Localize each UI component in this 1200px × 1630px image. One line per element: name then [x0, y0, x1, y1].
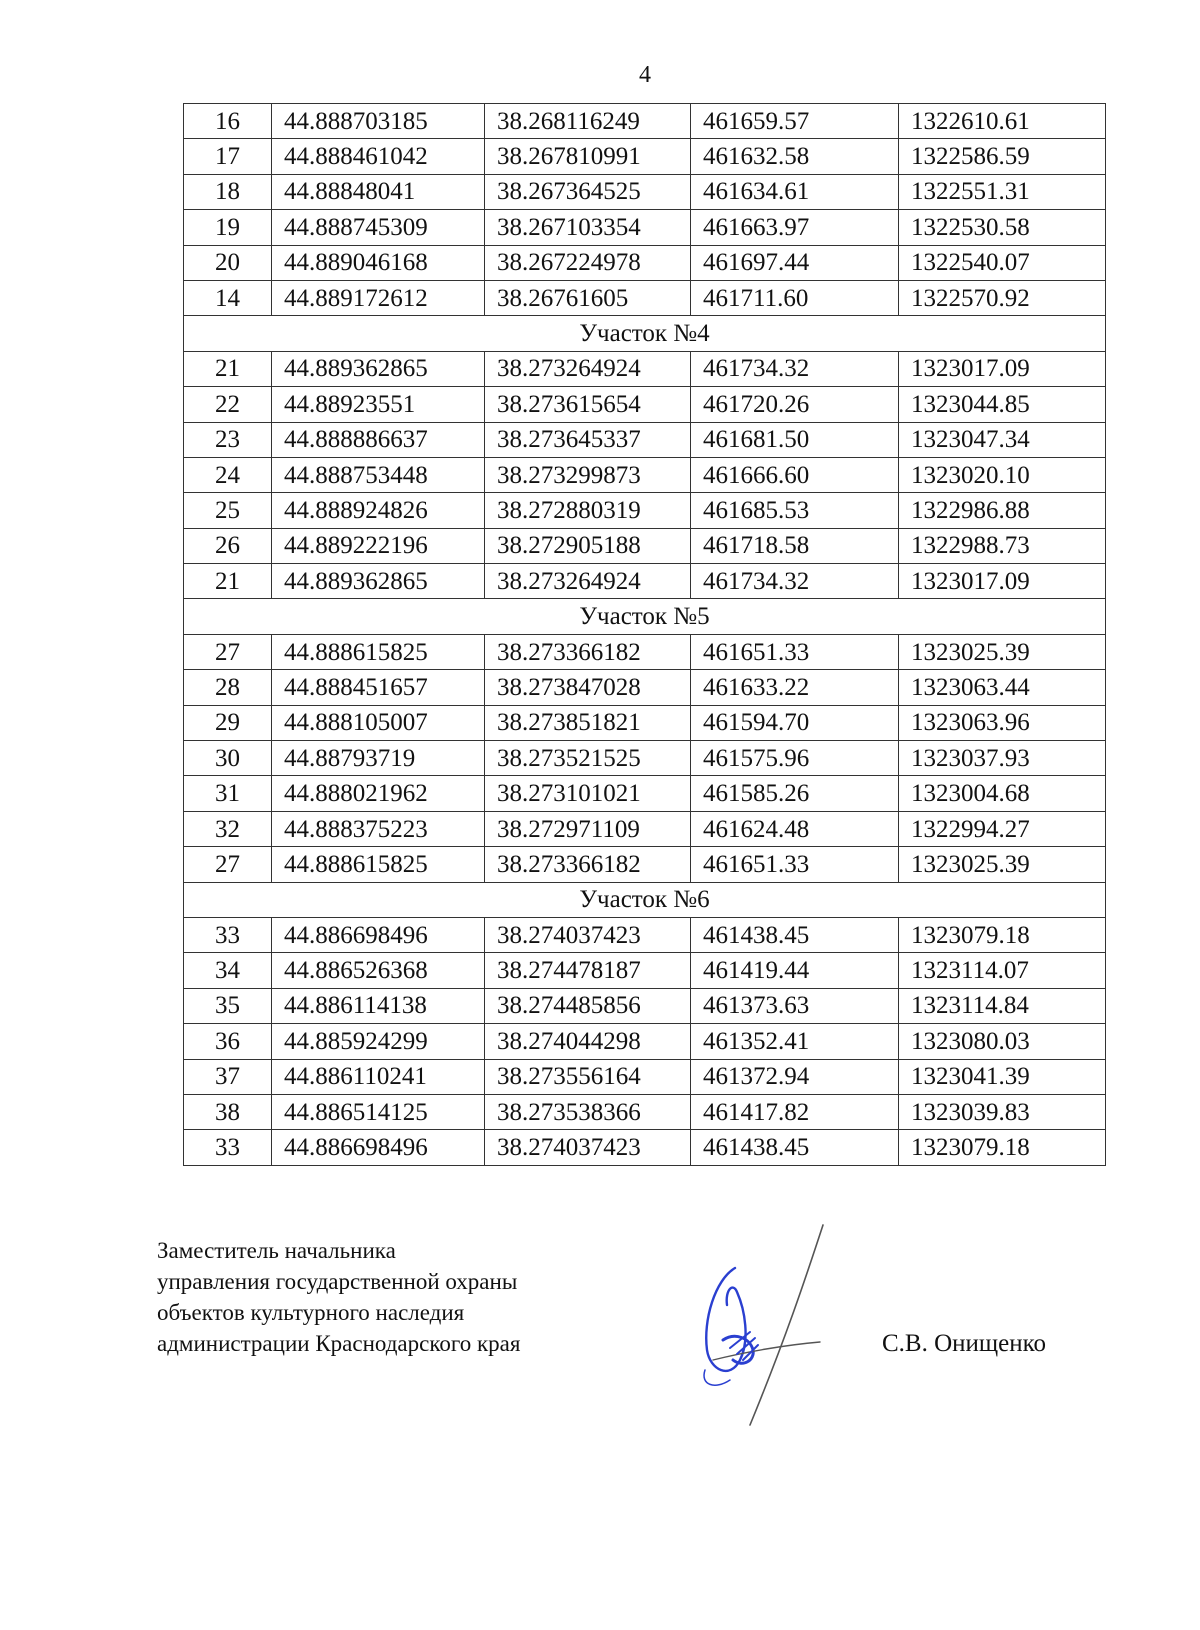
table-row — [184, 245, 1106, 280]
longitude-cell: 38.26761605 — [485, 280, 691, 315]
y-coordinate-cell: 1322610.61 — [899, 104, 1106, 139]
longitude-cell: 38.272971109 — [485, 811, 691, 846]
point-number-cell: 26 — [184, 528, 272, 563]
handwritten-signature — [695, 1220, 835, 1430]
point-number-cell: 36 — [184, 1024, 272, 1059]
longitude-cell: 38.274478187 — [485, 953, 691, 988]
longitude-cell: 38.273556164 — [485, 1059, 691, 1094]
point-number-cell: 32 — [184, 811, 272, 846]
point-number-cell: 35 — [184, 988, 272, 1023]
y-coordinate-cell: 1323037.93 — [899, 741, 1106, 776]
longitude-cell: 38.273366182 — [485, 634, 691, 669]
latitude-cell: 44.889046168 — [272, 245, 485, 280]
table-row — [184, 210, 1106, 245]
y-coordinate-cell: 1323114.84 — [899, 988, 1106, 1023]
x-coordinate-cell: 461663.97 — [691, 210, 899, 245]
y-coordinate-cell: 1322540.07 — [899, 245, 1106, 280]
table-row — [184, 741, 1106, 776]
x-coordinate-cell: 461419.44 — [691, 953, 899, 988]
y-coordinate-cell: 1323025.39 — [899, 634, 1106, 669]
y-coordinate-cell: 1322994.27 — [899, 811, 1106, 846]
longitude-cell: 38.272905188 — [485, 528, 691, 563]
latitude-cell: 44.88848041 — [272, 174, 485, 209]
table-row — [184, 811, 1106, 846]
table-row — [184, 1059, 1106, 1094]
latitude-cell: 44.889362865 — [272, 351, 485, 386]
point-number-cell: 16 — [184, 104, 272, 139]
y-coordinate-cell: 1323114.07 — [899, 953, 1106, 988]
table-row — [184, 139, 1106, 174]
y-coordinate-cell: 1323044.85 — [899, 387, 1106, 422]
x-coordinate-cell: 461734.32 — [691, 564, 899, 599]
y-coordinate-cell: 1323041.39 — [899, 1059, 1106, 1094]
table-row — [184, 670, 1106, 705]
latitude-cell: 44.889222196 — [272, 528, 485, 563]
latitude-cell: 44.888924826 — [272, 493, 485, 528]
table-row — [184, 917, 1106, 952]
table-row — [184, 1130, 1106, 1165]
table-row — [184, 564, 1106, 599]
point-number-cell: 25 — [184, 493, 272, 528]
point-number-cell: 33 — [184, 917, 272, 952]
signatory-title-line: администрации Краснодарского края — [157, 1331, 521, 1356]
table-row — [184, 493, 1106, 528]
latitude-cell: 44.886698496 — [272, 1130, 485, 1165]
table-row — [184, 351, 1106, 386]
x-coordinate-cell: 461720.26 — [691, 387, 899, 422]
x-coordinate-cell: 461594.70 — [691, 705, 899, 740]
point-number-cell: 27 — [184, 634, 272, 669]
x-coordinate-cell: 461373.63 — [691, 988, 899, 1023]
x-coordinate-cell: 461632.58 — [691, 139, 899, 174]
y-coordinate-cell: 1323079.18 — [899, 917, 1106, 952]
point-number-cell: 29 — [184, 705, 272, 740]
longitude-cell: 38.273538366 — [485, 1094, 691, 1129]
point-number-cell: 21 — [184, 351, 272, 386]
x-coordinate-cell: 461585.26 — [691, 776, 899, 811]
point-number-cell: 28 — [184, 670, 272, 705]
longitude-cell: 38.267103354 — [485, 210, 691, 245]
y-coordinate-cell: 1322986.88 — [899, 493, 1106, 528]
x-coordinate-cell: 461651.33 — [691, 634, 899, 669]
point-number-cell: 21 — [184, 564, 272, 599]
y-coordinate-cell: 1323025.39 — [899, 847, 1106, 882]
longitude-cell: 38.273847028 — [485, 670, 691, 705]
longitude-cell: 38.274037423 — [485, 1130, 691, 1165]
latitude-cell: 44.888745309 — [272, 210, 485, 245]
longitude-cell: 38.274044298 — [485, 1024, 691, 1059]
point-number-cell: 14 — [184, 280, 272, 315]
table-row — [184, 104, 1106, 139]
section-title: Участок №5 — [184, 599, 1106, 634]
table-row — [184, 1094, 1106, 1129]
y-coordinate-cell: 1322530.58 — [899, 210, 1106, 245]
point-number-cell: 37 — [184, 1059, 272, 1094]
table-row — [184, 174, 1106, 209]
y-coordinate-cell: 1323063.44 — [899, 670, 1106, 705]
latitude-cell: 44.888461042 — [272, 139, 485, 174]
x-coordinate-cell: 461417.82 — [691, 1094, 899, 1129]
point-number-cell: 18 — [184, 174, 272, 209]
y-coordinate-cell: 1323047.34 — [899, 422, 1106, 457]
point-number-cell: 22 — [184, 387, 272, 422]
longitude-cell: 38.273851821 — [485, 705, 691, 740]
table-row — [184, 634, 1106, 669]
table-row — [184, 847, 1106, 882]
latitude-cell: 44.888703185 — [272, 104, 485, 139]
point-number-cell: 24 — [184, 457, 272, 492]
longitude-cell: 38.273521525 — [485, 741, 691, 776]
x-coordinate-cell: 461438.45 — [691, 1130, 899, 1165]
x-coordinate-cell: 461624.48 — [691, 811, 899, 846]
x-coordinate-cell: 461438.45 — [691, 917, 899, 952]
longitude-cell: 38.268116249 — [485, 104, 691, 139]
page-number: 4 — [639, 62, 651, 88]
longitude-cell: 38.273299873 — [485, 457, 691, 492]
longitude-cell: 38.273615654 — [485, 387, 691, 422]
latitude-cell: 44.885924299 — [272, 1024, 485, 1059]
x-coordinate-cell: 461659.57 — [691, 104, 899, 139]
latitude-cell: 44.886514125 — [272, 1094, 485, 1129]
longitude-cell: 38.273264924 — [485, 351, 691, 386]
x-coordinate-cell: 461633.22 — [691, 670, 899, 705]
coordinates-table — [183, 103, 1106, 1166]
point-number-cell: 33 — [184, 1130, 272, 1165]
point-number-cell: 30 — [184, 741, 272, 776]
signatory-title-line: объектов культурного наследия — [157, 1300, 465, 1325]
section-title: Участок №4 — [184, 316, 1106, 351]
y-coordinate-cell: 1323080.03 — [899, 1024, 1106, 1059]
x-coordinate-cell: 461734.32 — [691, 351, 899, 386]
x-coordinate-cell: 461697.44 — [691, 245, 899, 280]
y-coordinate-cell: 1323017.09 — [899, 564, 1106, 599]
latitude-cell: 44.886526368 — [272, 953, 485, 988]
latitude-cell: 44.888753448 — [272, 457, 485, 492]
longitude-cell: 38.273366182 — [485, 847, 691, 882]
table-row — [184, 528, 1106, 563]
point-number-cell: 23 — [184, 422, 272, 457]
y-coordinate-cell: 1323020.10 — [899, 457, 1106, 492]
y-coordinate-cell: 1323017.09 — [899, 351, 1106, 386]
x-coordinate-cell: 461685.53 — [691, 493, 899, 528]
latitude-cell: 44.886110241 — [272, 1059, 485, 1094]
table-row — [184, 953, 1106, 988]
table-row — [184, 1024, 1106, 1059]
signer-name: С.В. Онищенко — [882, 1330, 1047, 1357]
section-header-row — [184, 316, 1106, 351]
latitude-cell: 44.889172612 — [272, 280, 485, 315]
y-coordinate-cell: 1322988.73 — [899, 528, 1106, 563]
y-coordinate-cell: 1323039.83 — [899, 1094, 1106, 1129]
point-number-cell: 31 — [184, 776, 272, 811]
longitude-cell: 38.274037423 — [485, 917, 691, 952]
x-coordinate-cell: 461711.60 — [691, 280, 899, 315]
longitude-cell: 38.273101021 — [485, 776, 691, 811]
point-number-cell: 20 — [184, 245, 272, 280]
table-row — [184, 988, 1106, 1023]
point-number-cell: 17 — [184, 139, 272, 174]
table-row — [184, 280, 1106, 315]
table-row — [184, 705, 1106, 740]
y-coordinate-cell: 1322586.59 — [899, 139, 1106, 174]
x-coordinate-cell: 461634.61 — [691, 174, 899, 209]
latitude-cell: 44.886114138 — [272, 988, 485, 1023]
x-coordinate-cell: 461681.50 — [691, 422, 899, 457]
longitude-cell: 38.267364525 — [485, 174, 691, 209]
latitude-cell: 44.888375223 — [272, 811, 485, 846]
latitude-cell: 44.888615825 — [272, 847, 485, 882]
latitude-cell: 44.88793719 — [272, 741, 485, 776]
longitude-cell: 38.267224978 — [485, 245, 691, 280]
section-title: Участок №6 — [184, 882, 1106, 917]
y-coordinate-cell: 1323063.96 — [899, 705, 1106, 740]
coordinates-table-container — [183, 103, 1105, 1166]
x-coordinate-cell: 461575.96 — [691, 741, 899, 776]
latitude-cell: 44.888886637 — [272, 422, 485, 457]
x-coordinate-cell: 461718.58 — [691, 528, 899, 563]
longitude-cell: 38.274485856 — [485, 988, 691, 1023]
longitude-cell: 38.272880319 — [485, 493, 691, 528]
table-row — [184, 776, 1106, 811]
y-coordinate-cell: 1322570.92 — [899, 280, 1106, 315]
point-number-cell: 27 — [184, 847, 272, 882]
latitude-cell: 44.889362865 — [272, 564, 485, 599]
latitude-cell: 44.888021962 — [272, 776, 485, 811]
x-coordinate-cell: 461651.33 — [691, 847, 899, 882]
section-header-row — [184, 599, 1106, 634]
signatory-title-line: управления государственной охраны — [157, 1269, 518, 1294]
table-row — [184, 422, 1106, 457]
longitude-cell: 38.267810991 — [485, 139, 691, 174]
section-header-row — [184, 882, 1106, 917]
longitude-cell: 38.273645337 — [485, 422, 691, 457]
latitude-cell: 44.88923551 — [272, 387, 485, 422]
latitude-cell: 44.886698496 — [272, 917, 485, 952]
table-row — [184, 387, 1106, 422]
x-coordinate-cell: 461372.94 — [691, 1059, 899, 1094]
coordinates-table-body — [184, 104, 1106, 1166]
y-coordinate-cell: 1322551.31 — [899, 174, 1106, 209]
signatory-title — [157, 1235, 520, 1359]
x-coordinate-cell: 461352.41 — [691, 1024, 899, 1059]
point-number-cell: 34 — [184, 953, 272, 988]
y-coordinate-cell: 1323079.18 — [899, 1130, 1106, 1165]
latitude-cell: 44.888105007 — [272, 705, 485, 740]
latitude-cell: 44.888615825 — [272, 634, 485, 669]
table-row — [184, 457, 1106, 492]
latitude-cell: 44.888451657 — [272, 670, 485, 705]
x-coordinate-cell: 461666.60 — [691, 457, 899, 492]
y-coordinate-cell: 1323004.68 — [899, 776, 1106, 811]
point-number-cell: 38 — [184, 1094, 272, 1129]
signatory-title-line: Заместитель начальника — [157, 1238, 396, 1263]
point-number-cell: 19 — [184, 210, 272, 245]
longitude-cell: 38.273264924 — [485, 564, 691, 599]
